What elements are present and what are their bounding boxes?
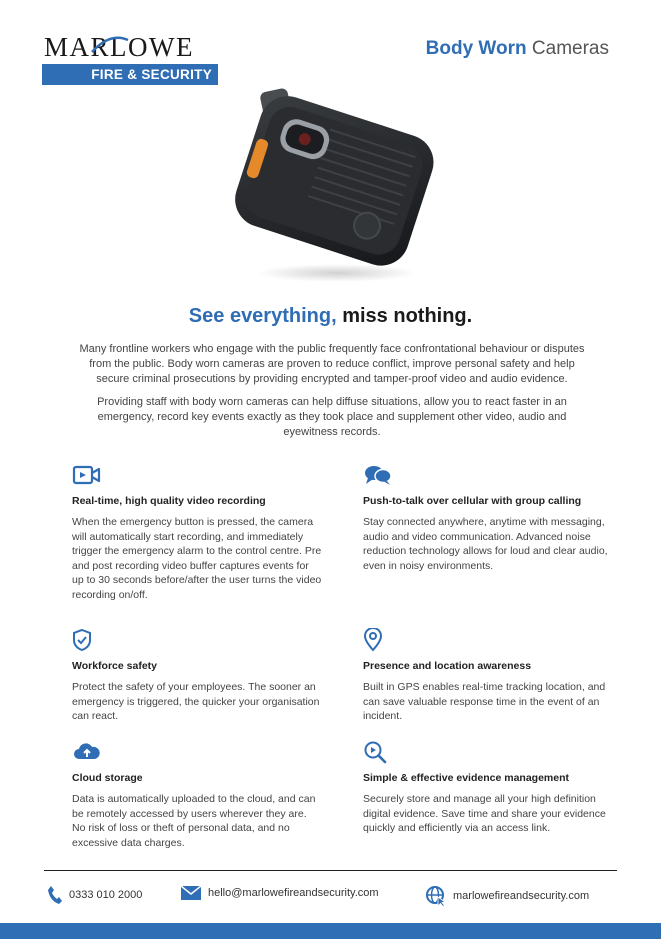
contact-phone[interactable] [47, 885, 142, 905]
footer-divider [44, 870, 617, 871]
body-camera-image [212, 88, 452, 288]
feature-text: When the emergency button is pressed, the camera will automatically start recording, and immediately trigger the emergency alarm to the control centre. Pre and post recording video buffer captures events for up to 30 seconds before/after the user turns the video recording on/off. [72, 516, 322, 601]
page-title [426, 38, 609, 60]
logo-tagline: FIRE & SECURITY [42, 64, 218, 85]
phone-icon [47, 885, 63, 905]
logo-wordmark: MARLOWE [44, 32, 194, 62]
logo-swoosh-icon [90, 36, 130, 56]
phone-number: 0333 010 2000 [69, 889, 143, 901]
feature-text: Protect the safety of your employees. The sooner an emergency is triggered, the quicker your organisation can react. [72, 681, 320, 722]
headline-blue: See everything, [188, 305, 337, 327]
intro-paragraph-1: Many frontline workers who engage with the public frequently face confrontational behaviour or disputes from the public. Body worn cameras are proven to reduce conflict, improve personal safety and help secure criminal prosecutions by providing encrypted and tamper-proof video and audio evidence. [79, 343, 585, 385]
feature-workforce-safety [72, 628, 322, 724]
feature-evidence-management [363, 740, 613, 836]
feature-title: Workforce safety [72, 660, 158, 672]
intro-paragraph-2: Providing staff with body worn cameras can help diffuse situations, allow you to react faster in an emergency, record key events exactly as they took place and supplement other video, audio and eyewitness records. [97, 396, 567, 438]
feature-location-awareness [363, 628, 613, 724]
feature-text: Data is automatically uploaded to the cloud, and can be remotely accessed by users wherever they are. No risk of loss or theft of personal data, and no excessive data charges. [72, 793, 316, 849]
website-url: marlowefireandsecurity.com [453, 890, 590, 902]
cloud-upload-icon [72, 740, 102, 764]
headline [0, 305, 661, 328]
chat-bubbles-icon [363, 463, 393, 487]
contact-email[interactable] [180, 885, 379, 901]
feature-cloud-storage [72, 740, 322, 850]
feature-title: Simple & effective evidence management [363, 772, 569, 784]
page-title-accent: Body Worn [425, 38, 527, 59]
feature-text: Securely store and manage all your high definition digital evidence. Save time and share your evidence quickly and efficiently via an access link. [363, 793, 606, 834]
contact-website[interactable] [425, 885, 589, 907]
magnifier-play-icon [363, 740, 393, 764]
headline-dark: miss nothing. [342, 305, 473, 327]
location-pin-icon [363, 628, 393, 652]
globe-cursor-icon [425, 885, 447, 907]
feature-video-recording [72, 463, 322, 602]
feature-title: Presence and location awareness [363, 660, 532, 672]
footer-bar [0, 923, 661, 939]
feature-text: Stay connected anywhere, anytime with messaging, audio and video communication. Advanced noise reduction technology allows for loud and clear audio, even in noisy environments. [363, 516, 608, 572]
envelope-icon [180, 885, 202, 901]
shield-check-icon [72, 628, 102, 652]
feature-text: Built in GPS enables real-time tracking location, and can save valuable response time in the event of an incident. [363, 681, 606, 722]
feature-push-to-talk [363, 463, 613, 573]
company-logo [44, 34, 220, 85]
page-title-rest: Cameras [531, 38, 609, 59]
feature-title: Push-to-talk over cellular with group calling [363, 495, 582, 507]
video-camera-icon [72, 463, 102, 487]
feature-title: Cloud storage [72, 772, 143, 784]
email-address: hello@marlowefireandsecurity.com [208, 887, 379, 899]
feature-title: Real-time, high quality video recording [72, 495, 266, 507]
